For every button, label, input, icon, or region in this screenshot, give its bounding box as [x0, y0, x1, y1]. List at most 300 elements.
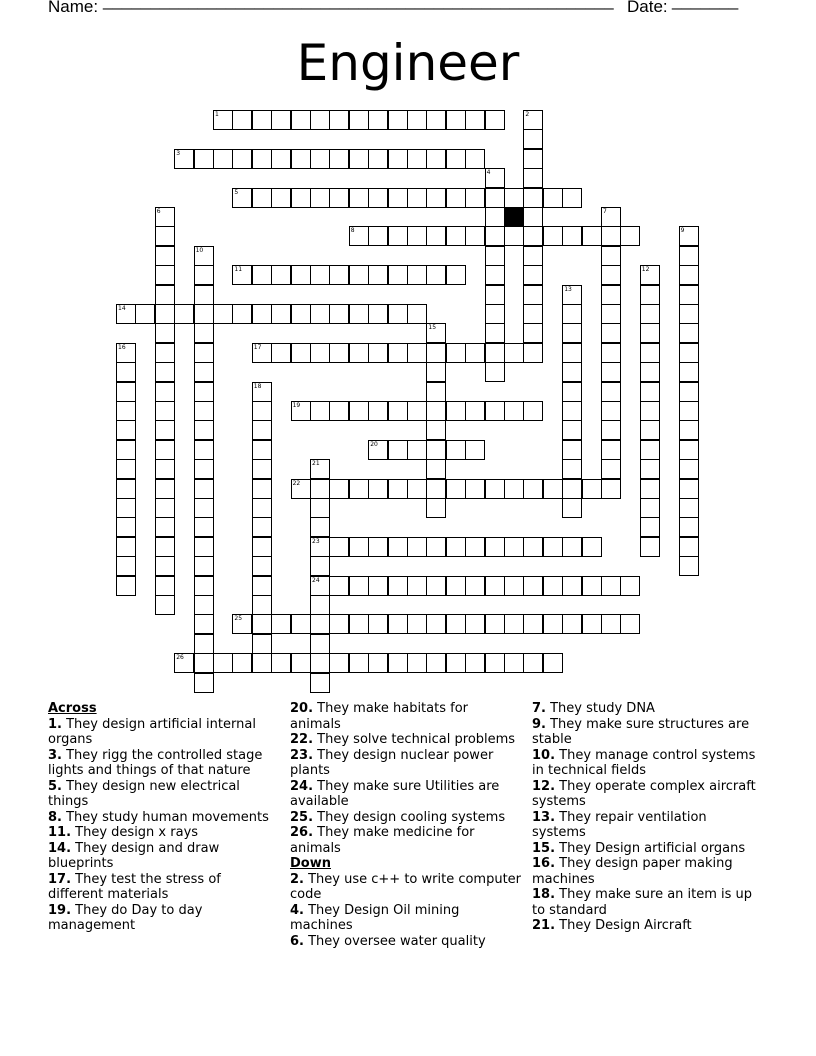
- grid-cell[interactable]: [232, 304, 252, 324]
- grid-cell[interactable]: [543, 188, 563, 208]
- grid-cell[interactable]: [504, 226, 524, 246]
- grid-cell[interactable]: [194, 149, 214, 169]
- grid-cell[interactable]: [155, 246, 175, 266]
- grid-cell[interactable]: [465, 614, 485, 634]
- grid-cell[interactable]: [640, 323, 660, 343]
- grid-cell[interactable]: [679, 362, 699, 382]
- grid-cell[interactable]: [446, 576, 466, 596]
- grid-cell[interactable]: [291, 265, 311, 285]
- grid-cell[interactable]: [155, 479, 175, 499]
- grid-cell[interactable]: [426, 459, 446, 479]
- grid-cell[interactable]: [349, 614, 369, 634]
- grid-cell[interactable]: [446, 149, 466, 169]
- grid-cell[interactable]: [310, 498, 330, 518]
- grid-cell[interactable]: [504, 188, 524, 208]
- grid-cell[interactable]: [194, 537, 214, 557]
- grid-cell[interactable]: [601, 304, 621, 324]
- grid-cell[interactable]: [310, 110, 330, 130]
- grid-cell[interactable]: [116, 517, 136, 537]
- grid-cell[interactable]: [155, 285, 175, 305]
- grid-cell[interactable]: [601, 323, 621, 343]
- grid-cell[interactable]: [601, 382, 621, 402]
- grid-cell[interactable]: [155, 226, 175, 246]
- grid-cell[interactable]: [465, 576, 485, 596]
- grid-cell[interactable]: [679, 265, 699, 285]
- grid-cell[interactable]: [368, 479, 388, 499]
- grid-cell[interactable]: [349, 576, 369, 596]
- grid-cell[interactable]: [155, 556, 175, 576]
- grid-cell[interactable]: [329, 343, 349, 363]
- grid-cell[interactable]: [329, 653, 349, 673]
- grid-cell[interactable]: [543, 653, 563, 673]
- grid-cell[interactable]: [504, 343, 524, 363]
- grid-cell[interactable]: [582, 614, 602, 634]
- grid-cell[interactable]: [252, 304, 272, 324]
- grid-cell[interactable]: [194, 304, 214, 324]
- grid-cell[interactable]: [523, 401, 543, 421]
- grid-cell[interactable]: [543, 614, 563, 634]
- grid-cell[interactable]: [368, 265, 388, 285]
- grid-cell[interactable]: [116, 459, 136, 479]
- grid-cell[interactable]: [485, 226, 505, 246]
- grid-cell[interactable]: [465, 479, 485, 499]
- grid-cell[interactable]: [155, 440, 175, 460]
- grid-cell[interactable]: [116, 382, 136, 402]
- grid-cell[interactable]: [485, 614, 505, 634]
- grid-cell[interactable]: [485, 576, 505, 596]
- grid-cell[interactable]: [194, 517, 214, 537]
- grid-cell[interactable]: [407, 401, 427, 421]
- grid-cell[interactable]: [310, 517, 330, 537]
- grid-cell[interactable]: [426, 188, 446, 208]
- grid-cell[interactable]: [679, 343, 699, 363]
- grid-cell[interactable]: [194, 420, 214, 440]
- grid-cell[interactable]: [485, 207, 505, 227]
- grid-cell[interactable]: [562, 479, 582, 499]
- grid-cell[interactable]: [155, 323, 175, 343]
- grid-cell[interactable]: [640, 343, 660, 363]
- grid-cell[interactable]: [562, 614, 582, 634]
- grid-cell[interactable]: [582, 479, 602, 499]
- grid-cell[interactable]: [601, 362, 621, 382]
- grid-cell[interactable]: [601, 343, 621, 363]
- grid-cell[interactable]: [213, 653, 233, 673]
- grid-cell[interactable]: [252, 420, 272, 440]
- grid-cell[interactable]: [601, 265, 621, 285]
- grid-cell[interactable]: [465, 401, 485, 421]
- grid-cell[interactable]: [252, 149, 272, 169]
- grid-cell[interactable]: [504, 479, 524, 499]
- grid-cell[interactable]: [407, 479, 427, 499]
- grid-cell[interactable]: [543, 537, 563, 557]
- grid-cell[interactable]: [271, 614, 291, 634]
- grid-cell[interactable]: [194, 343, 214, 363]
- grid-cell[interactable]: [679, 304, 699, 324]
- grid-cell[interactable]: [504, 614, 524, 634]
- grid-cell[interactable]: [465, 226, 485, 246]
- grid-cell[interactable]: [679, 537, 699, 557]
- grid-cell[interactable]: [232, 110, 252, 130]
- grid-cell[interactable]: [523, 576, 543, 596]
- grid-cell[interactable]: [446, 653, 466, 673]
- grid-cell[interactable]: [252, 556, 272, 576]
- grid-cell[interactable]: [388, 653, 408, 673]
- grid-cell[interactable]: [388, 440, 408, 460]
- grid-cell[interactable]: [349, 188, 369, 208]
- grid-cell[interactable]: [291, 149, 311, 169]
- grid-cell[interactable]: [310, 265, 330, 285]
- grid-cell[interactable]: [426, 498, 446, 518]
- grid-cell[interactable]: [310, 401, 330, 421]
- grid-cell[interactable]: [523, 479, 543, 499]
- grid-cell[interactable]: [543, 226, 563, 246]
- grid-cell[interactable]: [679, 440, 699, 460]
- grid-cell[interactable]: [310, 479, 330, 499]
- grid-cell[interactable]: [194, 576, 214, 596]
- grid-cell[interactable]: [291, 614, 311, 634]
- grid-cell[interactable]: [329, 401, 349, 421]
- grid-cell[interactable]: [252, 576, 272, 596]
- grid-cell[interactable]: [601, 479, 621, 499]
- grid-cell[interactable]: [388, 479, 408, 499]
- grid-cell[interactable]: [291, 343, 311, 363]
- grid-cell[interactable]: [562, 382, 582, 402]
- grid-cell[interactable]: [271, 304, 291, 324]
- grid-cell[interactable]: [640, 517, 660, 537]
- grid-cell[interactable]: [601, 246, 621, 266]
- grid-cell[interactable]: [426, 110, 446, 130]
- grid-cell[interactable]: [679, 420, 699, 440]
- grid-cell[interactable]: [194, 323, 214, 343]
- grid-cell[interactable]: [194, 479, 214, 499]
- grid-cell[interactable]: [562, 537, 582, 557]
- grid-cell[interactable]: [504, 401, 524, 421]
- grid-cell[interactable]: [329, 149, 349, 169]
- grid-cell[interactable]: [232, 149, 252, 169]
- grid-cell[interactable]: [426, 265, 446, 285]
- grid-cell[interactable]: [679, 479, 699, 499]
- grid-cell[interactable]: [523, 246, 543, 266]
- grid-cell[interactable]: [426, 362, 446, 382]
- grid-cell[interactable]: [388, 110, 408, 130]
- grid-cell[interactable]: [601, 401, 621, 421]
- grid-cell[interactable]: [329, 110, 349, 130]
- grid-cell[interactable]: [310, 653, 330, 673]
- grid-cell[interactable]: [485, 188, 505, 208]
- grid-cell[interactable]: [485, 537, 505, 557]
- grid-cell[interactable]: [388, 149, 408, 169]
- grid-cell[interactable]: [523, 207, 543, 227]
- grid-cell[interactable]: [252, 614, 272, 634]
- grid-cell[interactable]: [485, 285, 505, 305]
- grid-cell[interactable]: [194, 498, 214, 518]
- grid-cell[interactable]: [407, 653, 427, 673]
- grid-cell[interactable]: [679, 246, 699, 266]
- grid-cell[interactable]: [640, 362, 660, 382]
- grid-cell[interactable]: [194, 265, 214, 285]
- grid-cell[interactable]: [368, 614, 388, 634]
- grid-cell[interactable]: [426, 653, 446, 673]
- grid-cell[interactable]: [485, 246, 505, 266]
- grid-cell[interactable]: [155, 498, 175, 518]
- grid-cell[interactable]: [388, 576, 408, 596]
- grid-cell[interactable]: [252, 653, 272, 673]
- grid-cell[interactable]: [562, 401, 582, 421]
- grid-cell[interactable]: [155, 576, 175, 596]
- grid-cell[interactable]: [155, 537, 175, 557]
- grid-cell[interactable]: [252, 110, 272, 130]
- grid-cell[interactable]: [523, 614, 543, 634]
- grid-cell[interactable]: [349, 265, 369, 285]
- grid-cell[interactable]: [252, 459, 272, 479]
- grid-cell[interactable]: [310, 343, 330, 363]
- grid-cell[interactable]: [446, 479, 466, 499]
- grid-cell[interactable]: [310, 595, 330, 615]
- grid-cell[interactable]: [485, 401, 505, 421]
- grid-cell[interactable]: [116, 556, 136, 576]
- date-field[interactable]: _______: [672, 0, 739, 10]
- grid-cell[interactable]: [562, 226, 582, 246]
- grid-cell[interactable]: [523, 323, 543, 343]
- grid-cell[interactable]: [485, 304, 505, 324]
- grid-cell[interactable]: [116, 420, 136, 440]
- grid-cell[interactable]: [601, 459, 621, 479]
- grid-cell[interactable]: [465, 149, 485, 169]
- grid-cell[interactable]: [407, 188, 427, 208]
- grid-cell[interactable]: [407, 614, 427, 634]
- grid-cell[interactable]: [465, 188, 485, 208]
- grid-cell[interactable]: [485, 479, 505, 499]
- grid-cell[interactable]: [388, 614, 408, 634]
- grid-cell[interactable]: [523, 129, 543, 149]
- grid-cell[interactable]: [252, 401, 272, 421]
- grid-cell[interactable]: [194, 614, 214, 634]
- grid-cell[interactable]: [523, 149, 543, 169]
- grid-cell[interactable]: [291, 653, 311, 673]
- grid-cell[interactable]: [679, 382, 699, 402]
- grid-cell[interactable]: [194, 556, 214, 576]
- grid-cell[interactable]: [310, 149, 330, 169]
- grid-cell[interactable]: [271, 653, 291, 673]
- grid-cell[interactable]: [446, 440, 466, 460]
- grid-cell[interactable]: [349, 653, 369, 673]
- grid-cell[interactable]: [349, 110, 369, 130]
- grid-cell[interactable]: [310, 304, 330, 324]
- grid-cell[interactable]: [194, 401, 214, 421]
- grid-cell[interactable]: [485, 343, 505, 363]
- grid-cell[interactable]: [543, 576, 563, 596]
- grid-cell[interactable]: [562, 362, 582, 382]
- grid-cell[interactable]: [465, 440, 485, 460]
- grid-cell[interactable]: [679, 498, 699, 518]
- grid-cell[interactable]: [562, 323, 582, 343]
- grid-cell[interactable]: [155, 420, 175, 440]
- grid-cell[interactable]: [368, 149, 388, 169]
- grid-cell[interactable]: [232, 653, 252, 673]
- grid-cell[interactable]: [252, 634, 272, 654]
- grid-cell[interactable]: [252, 479, 272, 499]
- grid-cell[interactable]: [368, 304, 388, 324]
- grid-cell[interactable]: [388, 265, 408, 285]
- grid-cell[interactable]: [446, 614, 466, 634]
- grid-cell[interactable]: [388, 188, 408, 208]
- grid-cell[interactable]: [388, 304, 408, 324]
- grid-cell[interactable]: [194, 634, 214, 654]
- grid-cell[interactable]: [310, 188, 330, 208]
- grid-cell[interactable]: [582, 576, 602, 596]
- grid-cell[interactable]: [640, 440, 660, 460]
- grid-cell[interactable]: [310, 556, 330, 576]
- grid-cell[interactable]: [426, 149, 446, 169]
- grid-cell[interactable]: [446, 226, 466, 246]
- grid-cell[interactable]: [640, 537, 660, 557]
- grid-cell[interactable]: [426, 401, 446, 421]
- grid-cell[interactable]: [582, 226, 602, 246]
- grid-cell[interactable]: [426, 479, 446, 499]
- grid-cell[interactable]: [388, 401, 408, 421]
- grid-cell[interactable]: [679, 556, 699, 576]
- grid-cell[interactable]: [349, 479, 369, 499]
- grid-cell[interactable]: [523, 343, 543, 363]
- grid-cell[interactable]: [407, 440, 427, 460]
- grid-cell[interactable]: [252, 440, 272, 460]
- grid-cell[interactable]: [407, 576, 427, 596]
- grid-cell[interactable]: [329, 304, 349, 324]
- grid-cell[interactable]: [601, 285, 621, 305]
- grid-cell[interactable]: [562, 420, 582, 440]
- grid-cell[interactable]: [329, 188, 349, 208]
- grid-cell[interactable]: [349, 343, 369, 363]
- grid-cell[interactable]: [291, 304, 311, 324]
- grid-cell[interactable]: [446, 188, 466, 208]
- grid-cell[interactable]: [368, 110, 388, 130]
- grid-cell[interactable]: [329, 537, 349, 557]
- grid-cell[interactable]: [271, 149, 291, 169]
- grid-cell[interactable]: [252, 537, 272, 557]
- grid-cell[interactable]: [562, 440, 582, 460]
- grid-cell[interactable]: [116, 576, 136, 596]
- grid-cell[interactable]: [446, 110, 466, 130]
- grid-cell[interactable]: [640, 382, 660, 402]
- grid-cell[interactable]: [640, 401, 660, 421]
- grid-cell[interactable]: [601, 420, 621, 440]
- grid-cell[interactable]: [368, 537, 388, 557]
- grid-cell[interactable]: [388, 343, 408, 363]
- grid-cell[interactable]: [329, 479, 349, 499]
- grid-cell[interactable]: [679, 401, 699, 421]
- grid-cell[interactable]: [368, 343, 388, 363]
- grid-cell[interactable]: [523, 168, 543, 188]
- grid-cell[interactable]: [388, 537, 408, 557]
- grid-cell[interactable]: [155, 401, 175, 421]
- grid-cell[interactable]: [194, 595, 214, 615]
- grid-cell[interactable]: [155, 343, 175, 363]
- grid-cell[interactable]: [562, 498, 582, 518]
- grid-cell[interactable]: [194, 285, 214, 305]
- grid-cell[interactable]: [601, 440, 621, 460]
- grid-cell[interactable]: [349, 401, 369, 421]
- grid-cell[interactable]: [116, 479, 136, 499]
- grid-cell[interactable]: [194, 382, 214, 402]
- grid-cell[interactable]: [562, 459, 582, 479]
- grid-cell[interactable]: [485, 362, 505, 382]
- grid-cell[interactable]: [349, 149, 369, 169]
- grid-cell[interactable]: [368, 576, 388, 596]
- grid-cell[interactable]: [329, 614, 349, 634]
- grid-cell[interactable]: [116, 401, 136, 421]
- grid-cell[interactable]: [562, 576, 582, 596]
- grid-cell[interactable]: [174, 304, 194, 324]
- grid-cell[interactable]: [329, 576, 349, 596]
- grid-cell[interactable]: [562, 304, 582, 324]
- grid-cell[interactable]: [485, 323, 505, 343]
- grid-cell[interactable]: [640, 420, 660, 440]
- grid-cell[interactable]: [116, 440, 136, 460]
- grid-cell[interactable]: [252, 595, 272, 615]
- grid-cell[interactable]: [426, 382, 446, 402]
- grid-cell[interactable]: [679, 285, 699, 305]
- grid-cell[interactable]: [620, 614, 640, 634]
- grid-cell[interactable]: [194, 440, 214, 460]
- grid-cell[interactable]: [620, 226, 640, 246]
- grid-cell[interactable]: [135, 304, 155, 324]
- grid-cell[interactable]: [485, 110, 505, 130]
- grid-cell[interactable]: [194, 653, 214, 673]
- grid-cell[interactable]: [271, 188, 291, 208]
- grid-cell[interactable]: [252, 498, 272, 518]
- grid-cell[interactable]: [523, 653, 543, 673]
- grid-cell[interactable]: [116, 537, 136, 557]
- grid-cell[interactable]: [155, 595, 175, 615]
- grid-cell[interactable]: [679, 323, 699, 343]
- grid-cell[interactable]: [640, 498, 660, 518]
- grid-cell[interactable]: [485, 265, 505, 285]
- grid-cell[interactable]: [465, 653, 485, 673]
- grid-cell[interactable]: [271, 343, 291, 363]
- grid-cell[interactable]: [640, 285, 660, 305]
- grid-cell[interactable]: [582, 537, 602, 557]
- grid-cell[interactable]: [465, 537, 485, 557]
- grid-cell[interactable]: [504, 537, 524, 557]
- grid-cell[interactable]: [213, 149, 233, 169]
- grid-cell[interactable]: [446, 265, 466, 285]
- grid-cell[interactable]: [426, 420, 446, 440]
- grid-cell[interactable]: [465, 343, 485, 363]
- grid-cell[interactable]: [679, 517, 699, 537]
- grid-cell[interactable]: [349, 537, 369, 557]
- grid-cell[interactable]: [640, 459, 660, 479]
- grid-cell[interactable]: [426, 343, 446, 363]
- grid-cell[interactable]: [310, 673, 330, 693]
- grid-cell[interactable]: [349, 304, 369, 324]
- grid-cell[interactable]: [271, 110, 291, 130]
- grid-cell[interactable]: [504, 653, 524, 673]
- grid-cell[interactable]: [155, 304, 175, 324]
- grid-cell[interactable]: [213, 304, 233, 324]
- grid-cell[interactable]: [194, 362, 214, 382]
- grid-cell[interactable]: [310, 614, 330, 634]
- grid-cell[interactable]: [252, 265, 272, 285]
- grid-cell[interactable]: [640, 304, 660, 324]
- grid-cell[interactable]: [426, 576, 446, 596]
- grid-cell[interactable]: [407, 226, 427, 246]
- grid-cell[interactable]: [562, 343, 582, 363]
- grid-cell[interactable]: [155, 382, 175, 402]
- grid-cell[interactable]: [640, 479, 660, 499]
- grid-cell[interactable]: [446, 537, 466, 557]
- grid-cell[interactable]: [601, 576, 621, 596]
- grid-cell[interactable]: [368, 653, 388, 673]
